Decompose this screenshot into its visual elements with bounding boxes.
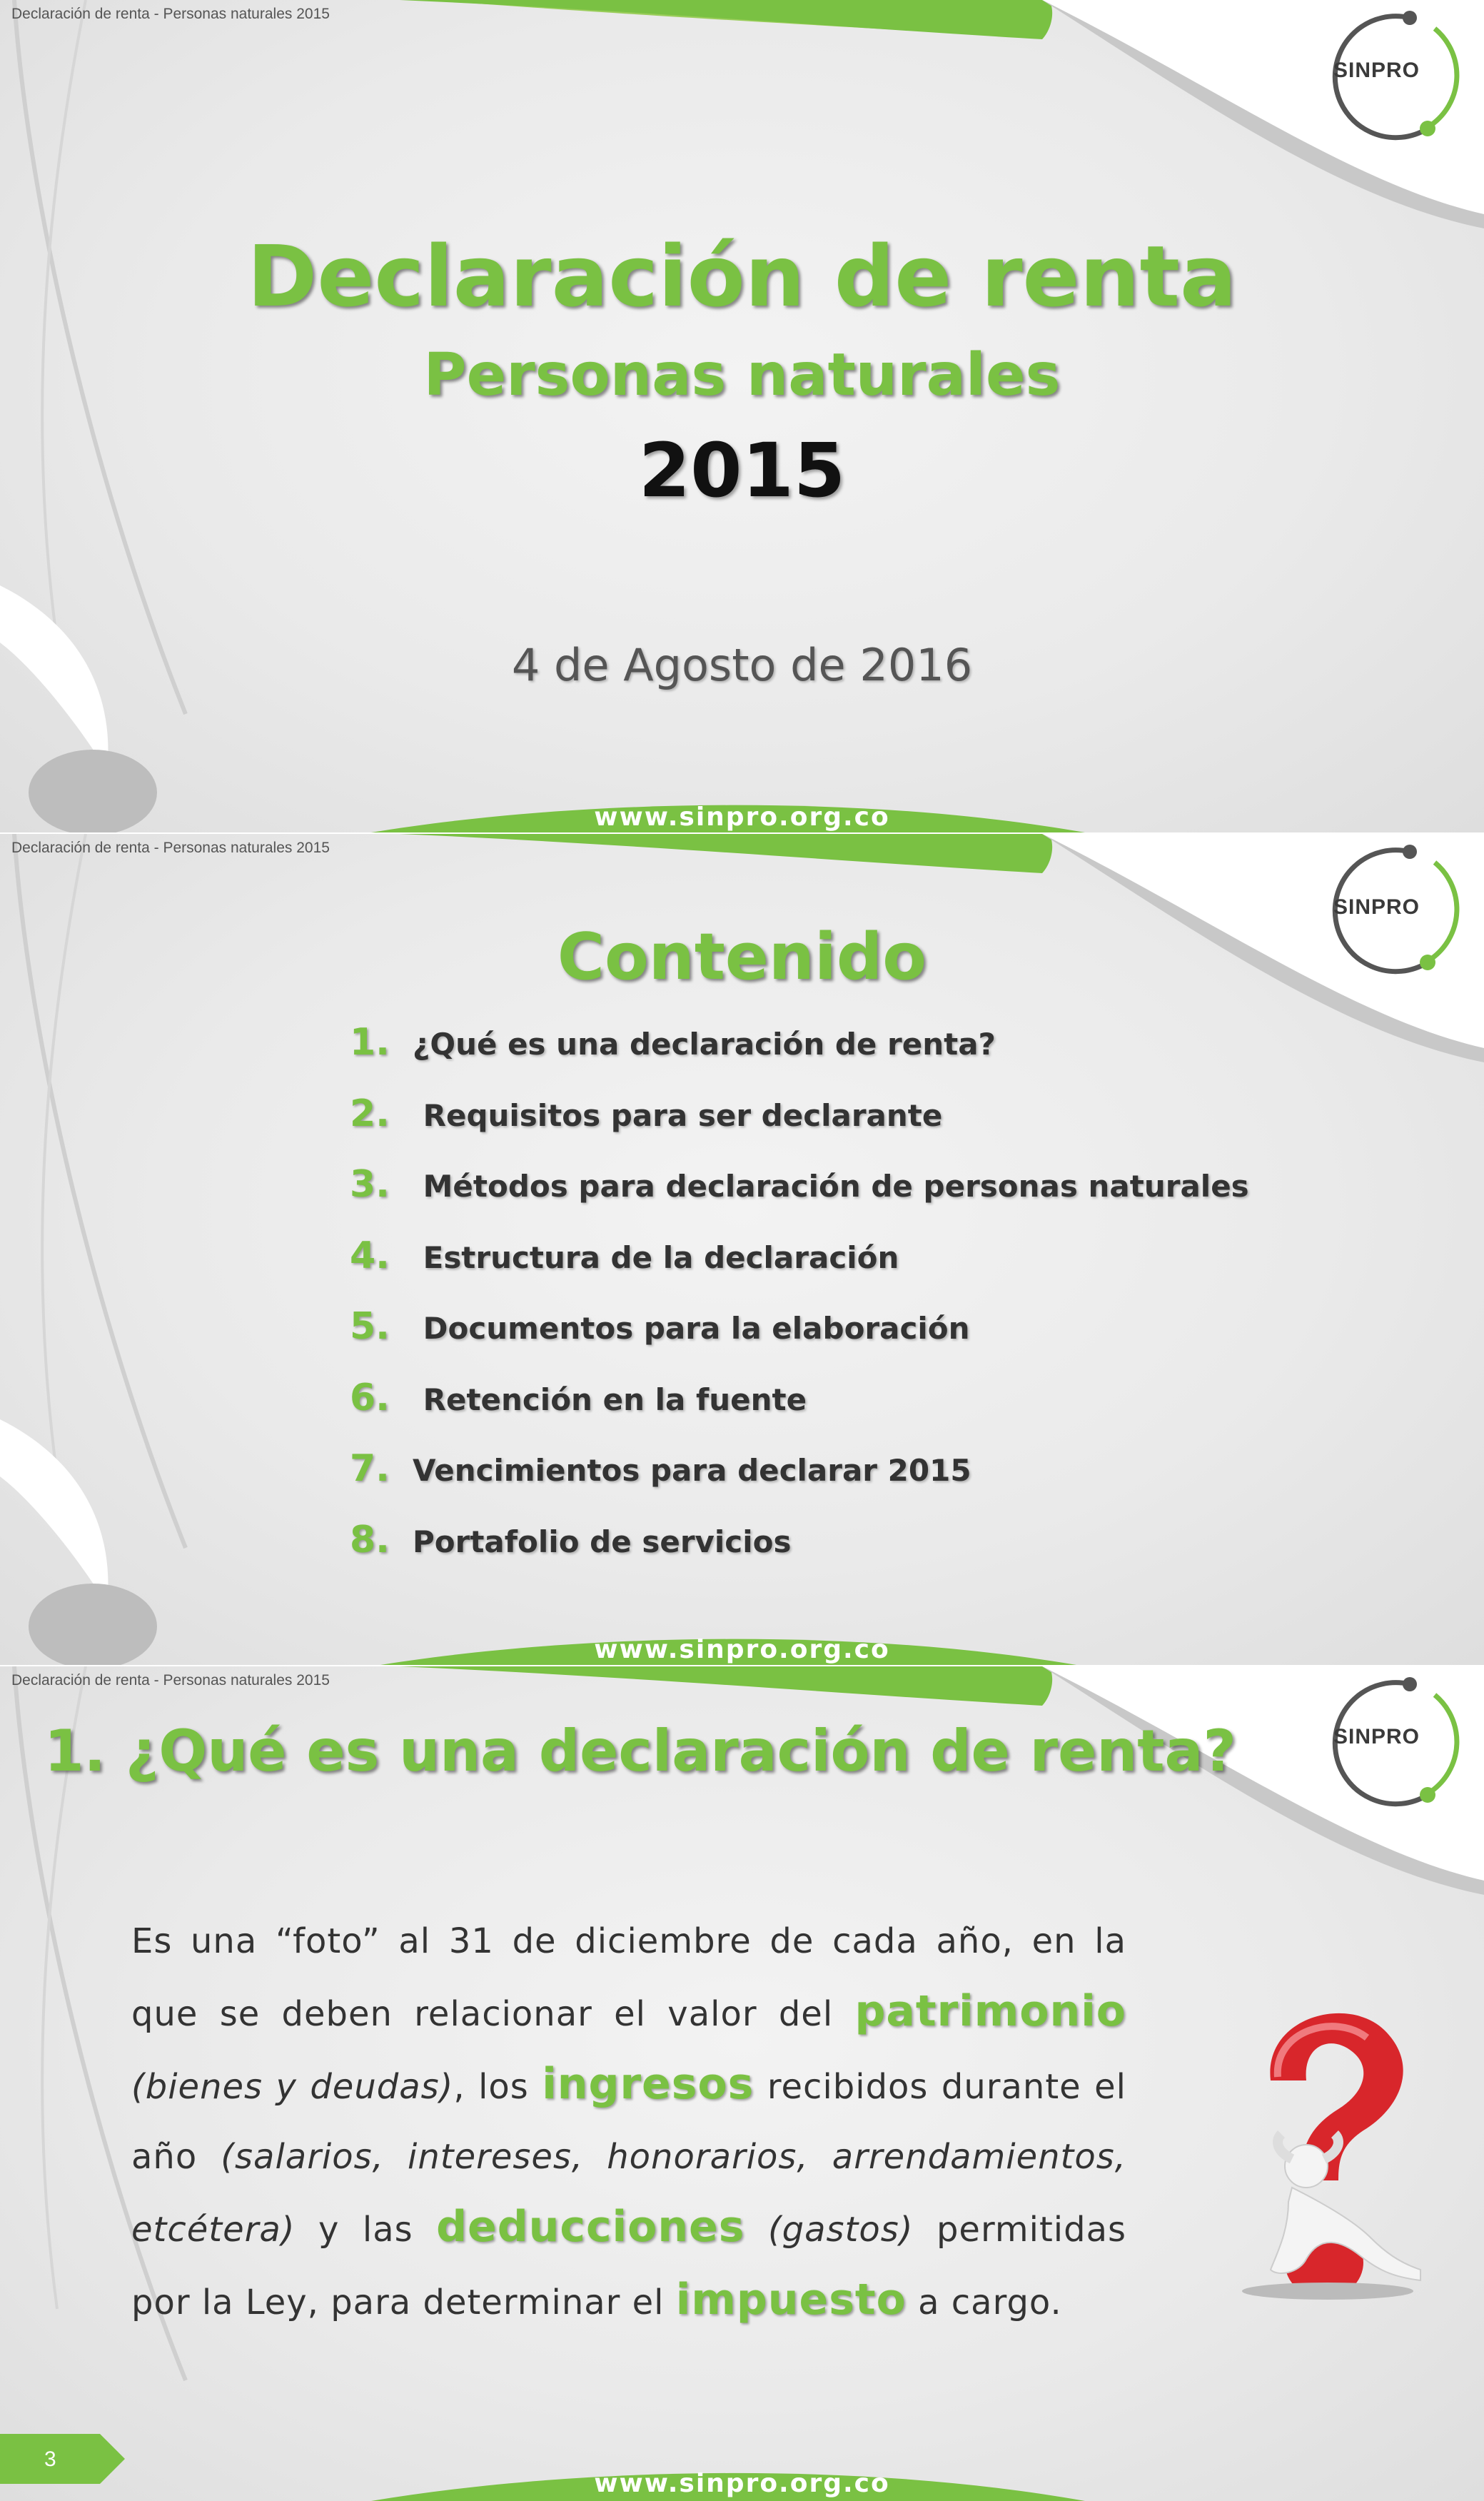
keyword-ingresos: ingresos	[542, 2059, 754, 2109]
slide-header: Declaración de renta - Personas naturales 2015	[11, 6, 330, 22]
main-title: Declaración de renta	[247, 227, 1237, 326]
sinpro-logo: SINPRO	[1333, 1725, 1420, 1748]
slide-decoration	[0, 0, 1484, 832]
definition-paragraph: Es una “foto” al 31 de diciembre de cada año, en la que se deben relacionar el valor del patrimonio (bienes y deudas), los ingresos recibidos durante el año (salarios, intereses, honorarios, arrendamientos, etcétera) y las deducciones (gastos) permitidas por la Ley, para determinar el impuesto a cargo.	[131, 1921, 1126, 2325]
subtitle: Personas naturales	[423, 341, 1061, 409]
keyword-deducciones: deducciones	[436, 2202, 745, 2252]
footer-url: www.sinpro.org.co	[594, 1635, 890, 1664]
list-item: 7. Vencimientos para declarar 2015	[350, 1447, 971, 1490]
slide-definition	[0, 1665, 1484, 2501]
page-number: 3	[44, 2447, 56, 2471]
list-item: 2. Requisitos para ser declarante	[350, 1092, 943, 1135]
list-item: 4. Estructura de la declaración	[350, 1234, 899, 1277]
sinpro-logo: SINPRO	[1333, 895, 1420, 919]
slide-header: Declaración de renta - Personas naturales 2015	[11, 1672, 330, 1689]
footer-url: www.sinpro.org.co	[594, 2469, 890, 2498]
slide-contents	[0, 832, 1484, 1666]
list-item: 6. Retención en la fuente	[350, 1376, 807, 1419]
year: 2015	[638, 427, 846, 514]
slide-title	[0, 0, 1484, 832]
list-item: 5. Documentos para la elaboración	[350, 1305, 970, 1348]
footer-url: www.sinpro.org.co	[594, 802, 890, 832]
presentation-date: 4 de Agosto de 2016	[511, 639, 973, 691]
slide-header: Declaración de renta - Personas naturales 2015	[11, 840, 330, 856]
question-mark-illustration	[1206, 1988, 1449, 2309]
list-item: 3. Métodos para declaración de personas naturales	[350, 1163, 1249, 1206]
contents-title: Contenido	[557, 920, 927, 995]
contents-list	[350, 1021, 1249, 1589]
list-item: 8. Portafolio de servicios	[350, 1518, 792, 1561]
sinpro-logo: SINPRO	[1333, 59, 1420, 82]
section-title: 1. ¿Qué es una declaración de renta?	[44, 1718, 1236, 1784]
keyword-patrimonio: patrimonio	[854, 1986, 1126, 2036]
list-item: 1. ¿Qué es una declaración de renta?	[350, 1021, 996, 1064]
keyword-impuesto: impuesto	[675, 2275, 907, 2325]
